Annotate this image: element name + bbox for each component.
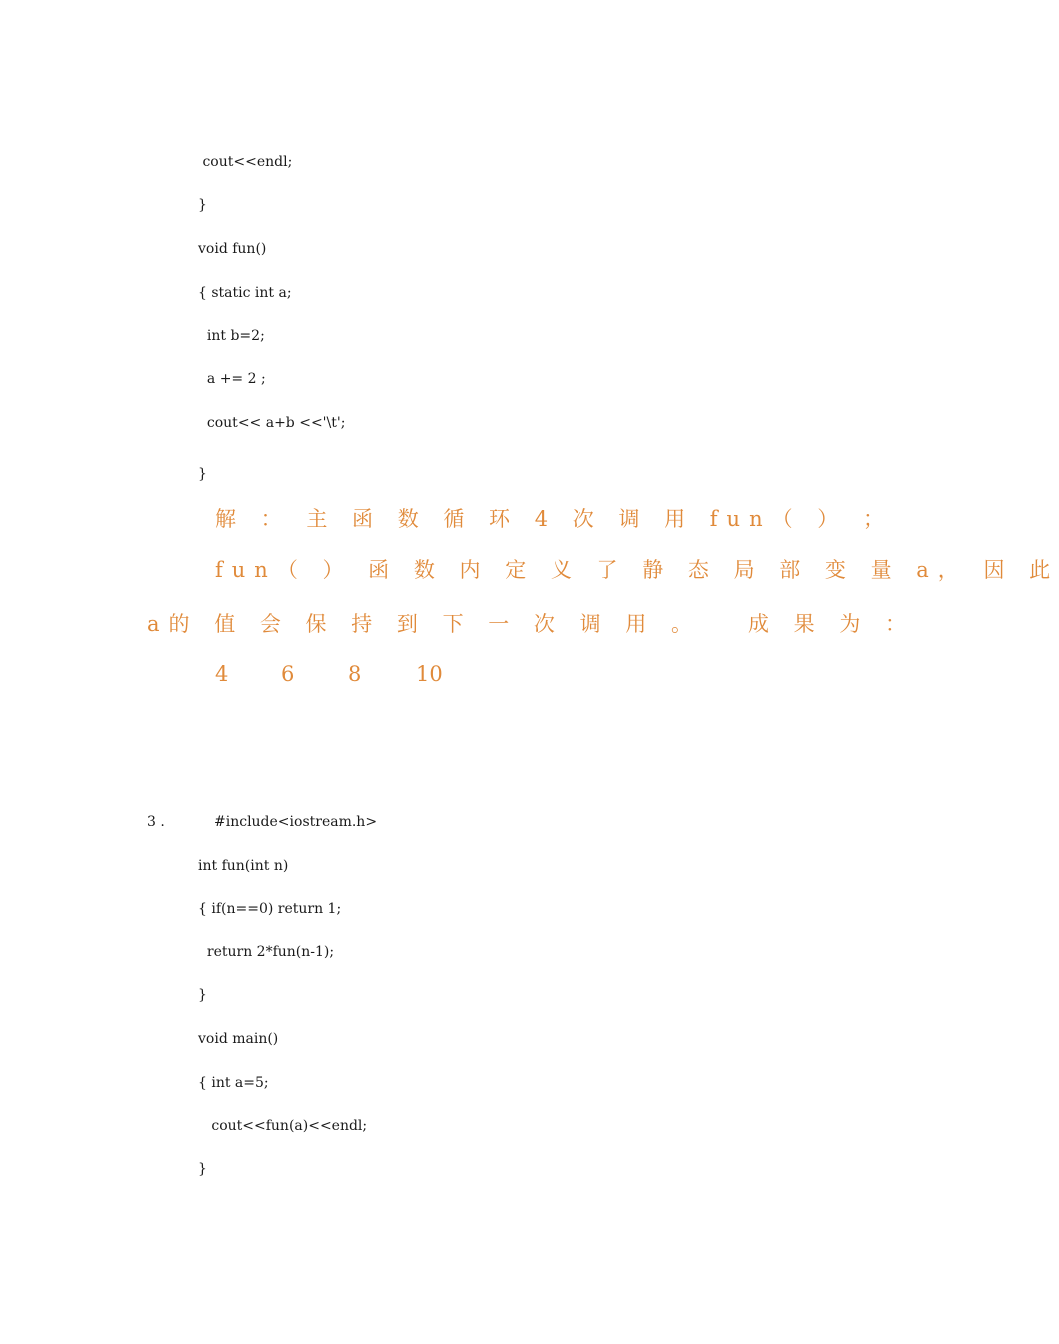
code-line: } <box>198 197 207 213</box>
code-line: int b=2; <box>198 328 265 344</box>
code-line: a += 2 ; <box>198 371 266 387</box>
code-line: cout<<fun(a)<<endl; <box>198 1118 368 1134</box>
code-line: int fun(int n) <box>198 858 289 874</box>
code-line: { static int a; <box>198 285 292 301</box>
code-line: cout<< a+b <<'\t'; <box>198 415 346 431</box>
code-line: } <box>198 1161 207 1177</box>
code-line: { if(n==0) return 1; <box>198 901 342 917</box>
code-line: cout<<endl; <box>198 154 293 170</box>
result-value: 6 <box>281 662 295 686</box>
problem-number: 3 . <box>147 814 165 830</box>
solution-line-3: a的 值 会 保 持 到 下 一 次 调 用 。 成 果 为 ： <box>147 612 915 636</box>
result-value: 4 <box>215 662 229 686</box>
solution-line-2: fun（ ） 函 数 内 定 义 了 静 态 局 部 变 量 a， 因 此 <box>215 558 1059 582</box>
solution-line-1: 解 ： 主 函 数 循 环 4 次 调 用 fun（ ） ； <box>215 507 893 531</box>
include-line: #include<iostream.h> <box>214 814 378 830</box>
result-value: 10 <box>416 662 443 686</box>
code-line: void fun() <box>198 241 267 257</box>
code-line: } <box>198 466 207 482</box>
code-line: return 2*fun(n-1); <box>198 944 335 960</box>
code-line: { int a=5; <box>198 1075 269 1091</box>
code-line: void main() <box>198 1031 279 1047</box>
code-line: } <box>198 987 207 1003</box>
result-value: 8 <box>348 662 362 686</box>
